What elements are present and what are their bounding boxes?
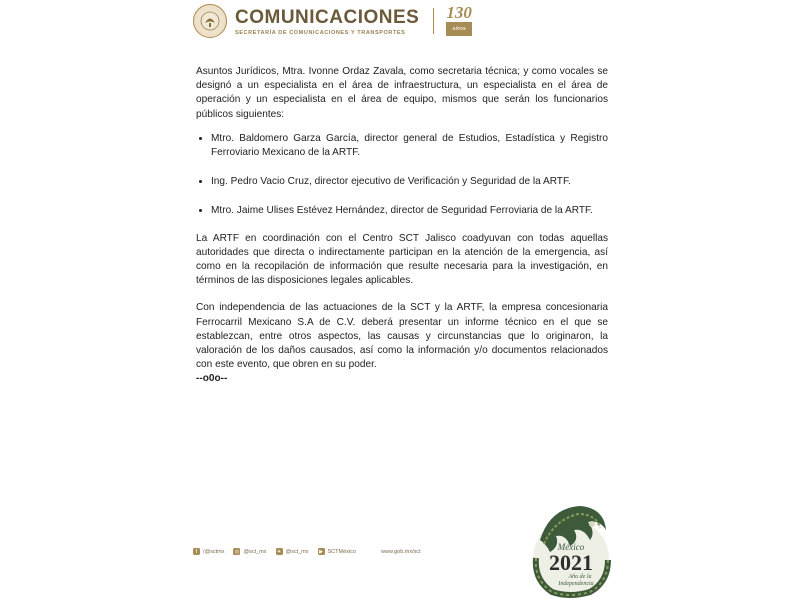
mexico-2021-emblem: [530, 500, 612, 598]
anniversary-logo: [446, 3, 472, 36]
social-label: @sct_mx: [285, 548, 309, 555]
officials-list: [196, 132, 608, 219]
ministry-subtitle: SECRETARÍA DE COMUNICACIONES Y TRANSPORTES: [235, 29, 406, 36]
social-facebook[interactable]: [193, 548, 224, 555]
social-twitter[interactable]: [276, 548, 309, 555]
page-header: [193, 4, 472, 38]
social-label: /@sctmx: [203, 548, 225, 555]
list-item: • Mtro. Jaime Ulises Estévez Hernández, director de Seguridad Ferroviaria de la ARTF.: [211, 204, 608, 218]
mexico-coat-of-arms-icon: [193, 4, 227, 38]
emblem-year: 2021: [549, 550, 593, 575]
intro-paragraph: Asuntos Jurídicos, Mtra. Ivonne Ordaz Zavala, como secretaria técnica; y como vocales se designó a un especialista en el área de infraestructura, un especialista en el área de operación y un especialista en el área de equipo, mismos que serán los funcionarios públicos siguientes:: [196, 66, 608, 120]
anniversary-label: AÑOS: [446, 22, 472, 36]
social-label: SCTMéxico: [327, 548, 356, 555]
social-label: @sct_mx: [243, 548, 267, 555]
website-link[interactable]: www.gob.mx/sct: [380, 548, 421, 555]
document-body: [196, 65, 608, 387]
twitter-icon: ✦: [276, 548, 282, 555]
list-item: • Mtro. Baldomero Garza García, director general de Estudios, Estadística y Registro Ferroviario Mexicano de la ARTF.: [211, 132, 608, 160]
coordination-paragraph: La ARTF en coordinación con el Centro SCT Jalisco coadyuvan con todas aquellas autoridades que directa o indirectamente participan en la atención de la emergencia, así como en la recopilación de información que resulte necesaria para la investigación, en términos de las disposiciones legales aplicables.: [196, 232, 608, 287]
ministry-title: COMUNICACIONES: [235, 6, 420, 28]
emblem-line-4: Independencia: [558, 581, 594, 587]
facebook-icon: f: [193, 548, 200, 555]
instagram-icon: ◎: [234, 548, 240, 555]
social-instagram[interactable]: [233, 548, 266, 555]
anniversary-number: 130: [446, 3, 472, 22]
emblem-line-3: Año de la: [568, 574, 592, 580]
closing-mark: --o0o--: [196, 373, 228, 385]
emblem-line-1: México: [557, 542, 585, 552]
list-item: • Ing. Pedro Vacio Cruz, director ejecutivo de Verificación y Seguridad de la ARTF.: [211, 175, 608, 189]
social-youtube[interactable]: [318, 548, 356, 555]
youtube-icon: ▶: [319, 548, 323, 555]
page-footer: [193, 548, 483, 555]
header-divider: [433, 8, 434, 34]
report-paragraph: Con independencia de las actuaciones de la SCT y la ARTF, la empresa concesionaria Ferrocarril Mexicano S.A de C.V. deberá presentar un informe técnico en el que se establezcan, entre otros aspectos, las causas y circunstancias que lo originaron, la valoración de los daños causados, así como la información y/o documentos relacionados con este evento, que obren en su poder.: [196, 302, 608, 371]
